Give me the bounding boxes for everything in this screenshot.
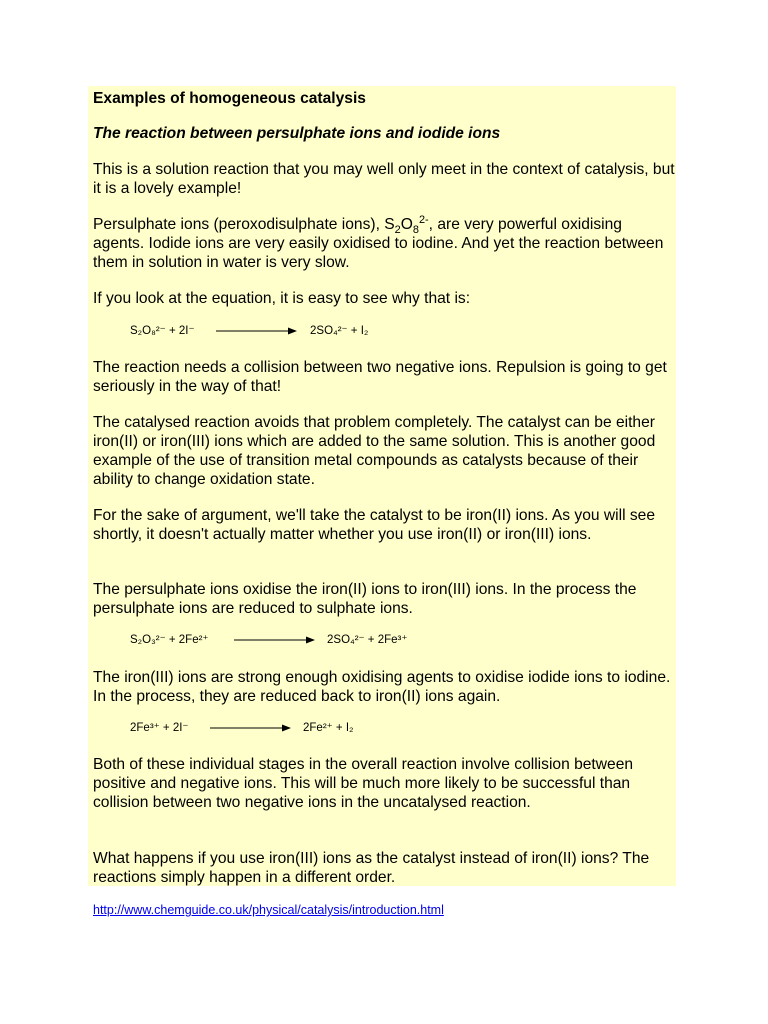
paragraph-intro: This is a solution reaction that you may well only meet in the context of catalysis, but it is a lovely example! [93,161,675,197]
source-link[interactable]: http://www.chemguide.co.uk/physical/catalysis/introduction.html [93,903,444,917]
equation-lhs: S₂O₈²⁻ + 2I⁻ [130,325,195,337]
paragraph-oxidise-iron: The persulphate ions oxidise the iron(II) ions to iron(III) ions. In the process the persulphate ions are reduced to sulphate ions. [93,581,637,617]
equation-lhs: S₂O₃²⁻ + 2Fe²⁺ [130,634,209,646]
equation-rhs: 2SO₄²⁻ + I₂ [310,325,369,337]
document-heading: Examples of homogeneous catalysis [93,90,366,107]
paragraph-iron-iodide: The iron(III) ions are strong enough oxidising agents to oxidise iodide ions to iodine. In the process, they are reduced back to iron(II) ions again. [93,669,671,705]
reaction-arrow-icon [210,723,292,733]
paragraph-iron-iii-catalyst: What happens if you use iron(III) ions as the catalyst instead of iron(II) ions? The reactions simply happen in a different order. [93,850,650,886]
paragraph-persulphate: Persulphate ions (peroxodisulphate ions), $S_2O_8^{2-}$, are very powerful oxidising agents. Iodide ions are very easily oxidised to iodine. And yet the reaction between them in solution in water is very slow. [93,213,664,271]
reaction-arrow-icon [216,326,298,336]
paragraph-catalysed-reaction: The catalysed reaction avoids that problem completely. The catalyst can be either iron(II) or iron(III) ions which are added to the same solution. This is another good example of the use of transition metal compounds as catalysts because of their ability to change oxidation state. [93,414,656,488]
paragraph-collision: The reaction needs a collision between two negative ions. Repulsion is going to get seriously in the way of that! [93,359,667,395]
paragraph-individual-stages: Both of these individual stages in the overall reaction involve collision between positive and negative ions. This will be much more likely to be successful than collision between two negative ions in the uncatalysed reaction. [93,756,634,811]
section-subheading: The reaction between persulphate ions and iodide ions [93,125,501,142]
equation-rhs: 2Fe²⁺ + I₂ [303,722,354,734]
paragraph-equation-intro: If you look at the equation, it is easy to see why that is: [93,290,471,307]
reaction-arrow-icon [234,635,316,645]
equation-lhs: 2Fe³⁺ + 2I⁻ [130,722,189,734]
equation-rhs: 2SO₄²⁻ + 2Fe³⁺ [327,634,408,646]
paragraph-iron-catalyst: For the sake of argument, we'll take the catalyst to be iron(II) ions. As you will see shortly, it doesn't actually matter whether you use iron(II) or iron(III) ions. [93,507,656,543]
